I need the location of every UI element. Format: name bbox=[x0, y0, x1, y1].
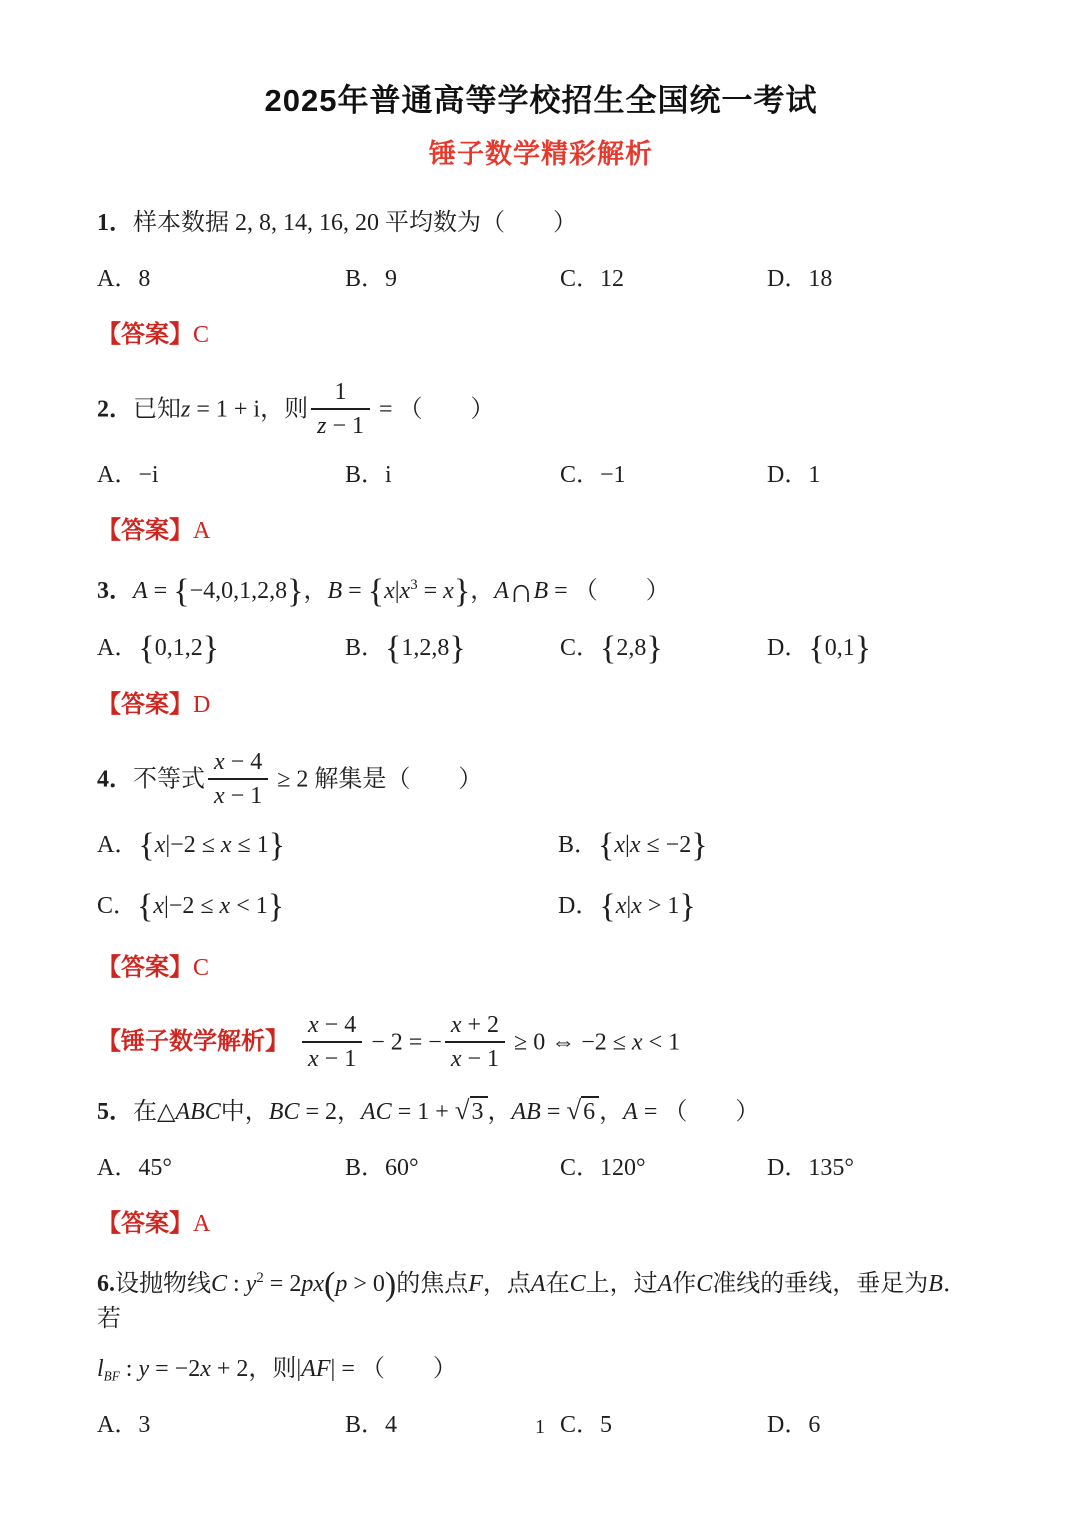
math-roman: : bbox=[119, 1355, 139, 1382]
math-roman: （ ） bbox=[481, 210, 577, 236]
option-label: A． bbox=[97, 1411, 139, 1438]
radicand: 6 bbox=[581, 1096, 599, 1125]
option-B bbox=[345, 631, 560, 666]
math-variable: x bbox=[219, 893, 231, 920]
option-label: A． bbox=[97, 635, 139, 662]
math-roman: 0,1,2 bbox=[154, 635, 203, 662]
stem-line bbox=[97, 1267, 985, 1336]
text-run: 在 bbox=[133, 1098, 157, 1125]
option-C bbox=[560, 631, 767, 666]
math-variable: B bbox=[928, 1270, 943, 1297]
fraction-denominator bbox=[311, 408, 370, 442]
question-stem bbox=[97, 574, 985, 609]
math-roman: 60° bbox=[385, 1154, 419, 1181]
big-delimiter: } bbox=[854, 630, 872, 668]
option-label: B． bbox=[345, 462, 386, 488]
answer-label: 【答案】 bbox=[97, 1209, 193, 1237]
subscript: BF bbox=[103, 1368, 120, 1384]
option-label: C． bbox=[560, 1154, 601, 1181]
page-footer bbox=[0, 1416, 1080, 1439]
math-roman: 1,2,8 bbox=[401, 635, 450, 662]
math-roman: −4,0,1,2,8 bbox=[189, 578, 288, 604]
question-number: 3． bbox=[97, 578, 133, 604]
page-title: 2025年普通高等学校招生全国统一考试 bbox=[264, 83, 818, 118]
text-run: 设抛物线 bbox=[115, 1270, 211, 1297]
text-run: 则 bbox=[272, 1355, 297, 1382]
option-label: C． bbox=[97, 893, 138, 920]
math-variable: BC bbox=[268, 1098, 300, 1125]
math-variable: x bbox=[214, 749, 225, 776]
option-B bbox=[345, 262, 560, 296]
fraction bbox=[208, 746, 268, 812]
math-roman: ， bbox=[303, 578, 328, 604]
math-variable: x bbox=[443, 578, 454, 604]
math-variable: x bbox=[308, 1011, 319, 1038]
options-row bbox=[97, 262, 985, 296]
math-roman: − 1 bbox=[326, 413, 364, 439]
math-variable: F bbox=[468, 1270, 483, 1297]
option-B bbox=[558, 828, 985, 863]
math-roman: 9 bbox=[385, 266, 398, 292]
math-variable: z bbox=[317, 413, 327, 439]
question-block-2 bbox=[97, 378, 985, 548]
math-variable: x bbox=[399, 578, 411, 604]
math-variable: A bbox=[623, 1098, 638, 1125]
answer-label: 【答案】 bbox=[97, 953, 193, 981]
math-variable: B bbox=[533, 578, 549, 604]
big-delimiter: { bbox=[138, 630, 155, 668]
math-variable: x bbox=[631, 893, 642, 920]
text-run: 平均数为 bbox=[385, 210, 481, 236]
big-delimiter: ( bbox=[323, 1265, 336, 1303]
stem-line bbox=[97, 748, 985, 814]
math-roman: 12 bbox=[600, 266, 625, 292]
option-A bbox=[97, 631, 345, 666]
question-number: 5． bbox=[97, 1098, 133, 1125]
math-roman: ， bbox=[470, 578, 495, 604]
answer-label: 【答案】 bbox=[97, 691, 193, 719]
big-delimiter: { bbox=[367, 573, 385, 611]
math-roman: = bbox=[417, 578, 444, 604]
math-variable: x bbox=[384, 578, 395, 604]
math-roman: = bbox=[147, 578, 174, 604]
math-roman: = （ ） bbox=[548, 578, 670, 604]
option-label: A． bbox=[97, 462, 139, 488]
math-variable: C bbox=[696, 1270, 713, 1297]
math-variable: AF bbox=[301, 1355, 331, 1382]
option-label: A． bbox=[97, 1154, 139, 1181]
big-delimiter: } bbox=[646, 630, 663, 668]
math-roman: = 2， bbox=[299, 1098, 362, 1125]
question-stem bbox=[97, 378, 985, 444]
math-roman: 1 bbox=[808, 462, 821, 488]
math-roman: = −2 bbox=[149, 1355, 201, 1382]
fraction-numerator bbox=[302, 1009, 362, 1041]
option-label: A． bbox=[97, 266, 139, 292]
fraction-numerator bbox=[311, 376, 370, 408]
math-variable: A bbox=[657, 1270, 673, 1297]
math-variable: x bbox=[154, 832, 166, 859]
stem-line bbox=[97, 378, 985, 444]
big-delimiter: } bbox=[691, 827, 708, 865]
math-roman: 45° bbox=[138, 1154, 172, 1181]
math-roman: | bbox=[626, 893, 632, 920]
option-A bbox=[97, 458, 345, 492]
option-D bbox=[767, 458, 985, 492]
radicand: 3 bbox=[470, 1096, 488, 1125]
math-variable: x bbox=[450, 1011, 462, 1038]
answer-line bbox=[97, 688, 985, 722]
math-roman: ≥ 2 bbox=[271, 766, 315, 793]
option-D bbox=[767, 262, 985, 296]
page-subtitle: 锤子数学精彩解析 bbox=[429, 139, 653, 169]
math-roman: = 2 bbox=[263, 1270, 302, 1297]
math-variable: B bbox=[327, 578, 343, 604]
stem-line bbox=[97, 1093, 985, 1129]
math-roman: 2,8 bbox=[616, 635, 647, 662]
math-roman: 4 bbox=[385, 1411, 398, 1438]
option-B bbox=[345, 458, 560, 492]
math-roman: < 1 bbox=[230, 893, 268, 920]
page-number: 1 bbox=[535, 1416, 545, 1438]
answer-line bbox=[97, 1207, 985, 1241]
option-label: B． bbox=[345, 1411, 386, 1438]
math-roman: 1 bbox=[334, 379, 347, 405]
math-roman: − 1 bbox=[461, 1045, 500, 1072]
fraction-numerator bbox=[208, 746, 268, 778]
option-D bbox=[558, 889, 985, 924]
math-roman: 8 bbox=[138, 266, 151, 292]
math-roman: （ ） bbox=[386, 766, 483, 793]
fraction-denominator bbox=[445, 1041, 505, 1075]
math-variable: p bbox=[335, 1270, 348, 1297]
option-D bbox=[767, 631, 985, 666]
question-number: 4． bbox=[97, 766, 133, 793]
big-delimiter: { bbox=[808, 630, 825, 668]
math-variable: y bbox=[245, 1270, 257, 1297]
math-variable: px bbox=[301, 1270, 324, 1297]
math-variable: z bbox=[181, 396, 191, 423]
radical-sign: √ bbox=[454, 1094, 470, 1125]
big-delimiter: { bbox=[385, 630, 402, 668]
math-variable: x bbox=[629, 832, 641, 859]
answer-line bbox=[97, 318, 985, 352]
math-variable: A bbox=[494, 578, 509, 604]
math-roman: − 4 bbox=[318, 1011, 357, 1038]
text-run: ．若 bbox=[97, 1270, 967, 1332]
text-run: ，点 bbox=[482, 1270, 531, 1297]
big-delimiter: } bbox=[202, 630, 220, 668]
option-label: D． bbox=[558, 893, 600, 920]
options-row bbox=[97, 631, 985, 666]
math-roman: −i bbox=[138, 462, 159, 488]
option-label: C． bbox=[560, 462, 601, 488]
math-variable: x bbox=[308, 1045, 319, 1072]
math-variable: x bbox=[450, 1045, 462, 1072]
math-roman: ≤ 1 bbox=[231, 832, 269, 859]
math-variable: l bbox=[97, 1355, 104, 1382]
math-variable: x bbox=[200, 1355, 211, 1382]
big-delimiter: { bbox=[138, 827, 155, 865]
question-block-3 bbox=[97, 574, 985, 722]
option-label: B． bbox=[345, 635, 386, 662]
math-roman: = 1 + i， bbox=[190, 396, 285, 423]
question-block-4 bbox=[97, 748, 985, 1076]
option-label: C． bbox=[560, 635, 601, 662]
math-roman: 6 bbox=[808, 1411, 821, 1438]
big-delimiter: { bbox=[173, 573, 190, 611]
text-run: 准线的垂线，垂足为 bbox=[712, 1270, 929, 1297]
math-variable: x bbox=[153, 893, 165, 920]
option-A bbox=[97, 828, 558, 863]
math-variable: C bbox=[211, 1270, 228, 1297]
question-stem bbox=[97, 748, 985, 814]
fraction bbox=[445, 1009, 505, 1075]
option-label: B． bbox=[345, 266, 386, 292]
math-roman: 3 bbox=[138, 1411, 151, 1438]
option-label: C． bbox=[560, 266, 601, 292]
math-roman: − 1 bbox=[224, 783, 263, 810]
option-label: D． bbox=[767, 635, 809, 662]
answer-line bbox=[97, 514, 985, 548]
math-roman: △ bbox=[157, 1098, 176, 1125]
math-roman: 135° bbox=[808, 1154, 854, 1181]
question-stem bbox=[97, 1093, 985, 1129]
math-roman: 5 bbox=[600, 1411, 613, 1438]
math-roman: 0,1 bbox=[824, 635, 855, 662]
question-block-5 bbox=[97, 1093, 985, 1241]
option-label: B． bbox=[345, 1154, 386, 1181]
option-A bbox=[97, 1151, 345, 1185]
math-roman: : bbox=[227, 1270, 246, 1297]
fraction-denominator bbox=[208, 778, 268, 812]
math-variable: x bbox=[631, 1029, 643, 1056]
options-row bbox=[97, 1151, 985, 1185]
math-roman: 120° bbox=[600, 1154, 646, 1181]
option-label: D． bbox=[767, 1154, 809, 1181]
option-C bbox=[560, 262, 767, 296]
fraction bbox=[302, 1009, 362, 1075]
math-roman: i bbox=[385, 462, 392, 488]
radical-sign: √ bbox=[566, 1094, 582, 1125]
options-row bbox=[97, 828, 985, 924]
big-delimiter: { bbox=[598, 827, 615, 865]
math-variable: ABC bbox=[175, 1098, 221, 1125]
math-roman: = bbox=[540, 1098, 567, 1125]
question-number: 2． bbox=[97, 396, 133, 423]
math-variable: A bbox=[133, 578, 148, 604]
question-number: 1． bbox=[97, 210, 133, 236]
math-variable: x bbox=[614, 832, 626, 859]
math-roman: > 0 bbox=[347, 1270, 385, 1297]
analysis-line bbox=[97, 1011, 985, 1077]
math-variable: AB bbox=[511, 1098, 541, 1125]
text-run: 样本数据 bbox=[133, 210, 229, 236]
math-roman: ≥ 0 ⇔ −2 ≤ bbox=[508, 1029, 632, 1056]
answer-letter: A bbox=[193, 1210, 211, 1237]
text-run: 在 bbox=[545, 1270, 570, 1297]
big-delimiter: } bbox=[449, 630, 466, 668]
text-run: 作 bbox=[672, 1270, 697, 1297]
math-roman: < 1 bbox=[642, 1029, 681, 1056]
fraction-numerator bbox=[445, 1009, 505, 1041]
text-run: 解集是 bbox=[314, 766, 387, 793]
answer-line bbox=[97, 951, 985, 985]
option-label: D． bbox=[767, 1411, 809, 1438]
math-roman: | = （ ） bbox=[330, 1355, 457, 1382]
option-C bbox=[560, 1151, 767, 1185]
math-variable: AC bbox=[361, 1098, 392, 1125]
big-delimiter: { bbox=[599, 888, 616, 926]
math-variable: C bbox=[569, 1270, 586, 1297]
question-stem bbox=[97, 206, 985, 240]
sqrt-radical bbox=[566, 1094, 599, 1125]
answer-label: 【答案】 bbox=[97, 321, 193, 348]
math-variable: A bbox=[530, 1270, 546, 1297]
question-block-1 bbox=[97, 206, 985, 352]
option-C bbox=[560, 458, 767, 492]
text-run: 则 bbox=[284, 396, 309, 423]
big-delimiter: ∩ bbox=[508, 573, 534, 611]
math-roman: ≤ −2 bbox=[640, 832, 692, 859]
answer-letter: C bbox=[193, 322, 210, 348]
math-roman: = bbox=[342, 578, 368, 604]
stem-line bbox=[97, 1352, 985, 1386]
math-variable: x bbox=[220, 832, 232, 859]
math-roman: − 1 bbox=[318, 1045, 357, 1072]
math-roman: − 4 bbox=[224, 749, 263, 776]
superscript: 2 bbox=[256, 1269, 264, 1286]
text-run: 中， bbox=[220, 1098, 269, 1125]
math-roman: = 1 + bbox=[391, 1098, 455, 1125]
math-variable: y bbox=[138, 1355, 150, 1382]
answer-label: 【答案】 bbox=[97, 517, 193, 544]
math-roman: > 1 bbox=[641, 893, 680, 920]
text-run: 不等式 bbox=[133, 766, 205, 793]
sqrt-radical bbox=[454, 1094, 488, 1125]
big-delimiter: } bbox=[453, 573, 471, 611]
math-roman: ， bbox=[599, 1098, 624, 1125]
math-roman: 2, 8, 14, 16, 20 bbox=[229, 210, 385, 236]
math-roman: = （ ） bbox=[372, 396, 495, 423]
stem-line bbox=[97, 206, 985, 240]
math-roman: | bbox=[296, 1355, 302, 1382]
option-label: A． bbox=[97, 832, 139, 859]
big-delimiter: ) bbox=[384, 1265, 397, 1303]
option-B bbox=[345, 1151, 560, 1185]
big-delimiter: } bbox=[287, 573, 304, 611]
fraction-denominator bbox=[302, 1041, 362, 1075]
option-label: D． bbox=[767, 462, 809, 488]
math-roman: | bbox=[394, 578, 400, 604]
math-variable: x bbox=[615, 893, 627, 920]
math-roman: + 2 bbox=[461, 1011, 500, 1038]
option-D bbox=[767, 1151, 985, 1185]
text-run: 的焦点 bbox=[396, 1270, 469, 1297]
math-roman: + 2， bbox=[210, 1355, 273, 1382]
math-roman: = （ ） bbox=[637, 1098, 760, 1125]
option-A bbox=[97, 262, 345, 296]
questions-container bbox=[97, 206, 985, 1442]
text-run: 上，过 bbox=[585, 1270, 658, 1297]
math-roman: ， bbox=[487, 1098, 512, 1125]
text-run: 已知 bbox=[133, 396, 181, 423]
option-label: C． bbox=[560, 1411, 601, 1438]
math-roman: |−2 ≤ bbox=[165, 832, 221, 859]
question-stem bbox=[97, 1267, 985, 1386]
math-roman: |−2 ≤ bbox=[164, 893, 220, 920]
fraction bbox=[311, 376, 370, 442]
answer-letter: A bbox=[193, 518, 211, 544]
big-delimiter: } bbox=[267, 888, 285, 926]
analysis-label: 【锤子数学解析】 bbox=[97, 1028, 289, 1056]
stem-line bbox=[97, 574, 985, 609]
big-delimiter: { bbox=[137, 888, 154, 926]
big-delimiter: } bbox=[679, 888, 696, 926]
answer-letter: C bbox=[193, 954, 210, 981]
math-roman: − 2 = − bbox=[365, 1029, 442, 1056]
options-row bbox=[97, 458, 985, 492]
big-delimiter: { bbox=[600, 630, 617, 668]
math-roman: 18 bbox=[808, 266, 833, 292]
math-variable: x bbox=[214, 783, 225, 810]
option-label: B． bbox=[558, 832, 599, 859]
math-roman: −1 bbox=[600, 462, 626, 488]
answer-letter: D bbox=[193, 692, 211, 719]
option-C bbox=[97, 889, 558, 924]
math-roman: | bbox=[625, 832, 630, 859]
option-label: D． bbox=[767, 266, 809, 292]
superscript: 3 bbox=[410, 577, 418, 594]
big-delimiter: } bbox=[268, 827, 286, 865]
question-number: 6. bbox=[97, 1270, 115, 1297]
